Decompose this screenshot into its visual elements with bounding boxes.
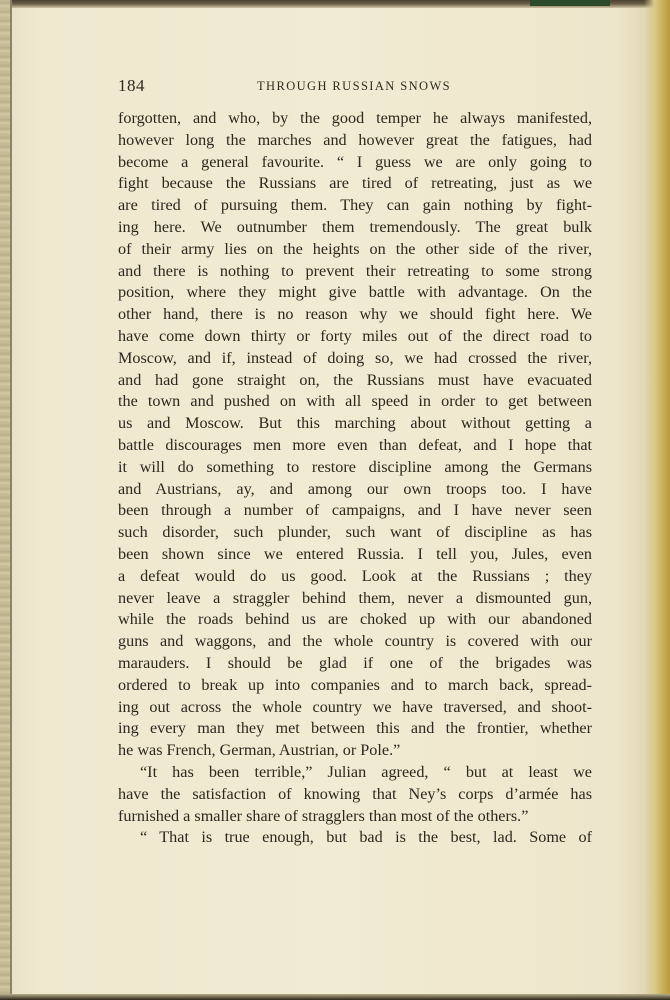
text-line: us and Moscow. But this marching about without getting a bbox=[118, 414, 592, 433]
text-line: ing every man they met between this and the frontier, whether bbox=[118, 719, 592, 738]
text-line: ing here. We outnumber them tremendously. The great bulk bbox=[118, 217, 592, 236]
text-line: Moscow, and if, instead of doing so, we had crossed the river, bbox=[118, 348, 592, 367]
text-line: marauders. I should be glad if one of the brigades was bbox=[118, 653, 592, 672]
text-line: while the roads behind us are choked up with our abandoned bbox=[118, 610, 592, 629]
page-bottom-edge bbox=[0, 994, 670, 1000]
text-line: however long the marches and however great the fatigues, had bbox=[118, 130, 592, 149]
text-line: and Austrians, ay, and among our own troops too. I have bbox=[118, 479, 592, 498]
text-line: and there is nothing to prevent their retreating to some strong bbox=[118, 261, 592, 280]
text-line: never leave a straggler behind them, never a dismounted gun, bbox=[118, 588, 592, 607]
text-line: it will do something to restore discipline among the Germans bbox=[118, 457, 592, 476]
page-number: 184 bbox=[118, 76, 145, 95]
binding-edge bbox=[0, 0, 12, 1000]
text-line: other hand, there is no reason why we should fight here. We bbox=[118, 305, 592, 324]
text-line: battle discourages men more even than defeat, and I hope that bbox=[118, 435, 592, 454]
body-text bbox=[118, 108, 592, 849]
text-line: of their army lies on the heights on the other side of the river, bbox=[118, 239, 592, 258]
text-line: “ That is true enough, but bad is the best, lad. Some of bbox=[140, 828, 592, 847]
text-line: been through a number of campaigns, and I have never seen bbox=[118, 501, 592, 520]
text-line: the town and pushed on with all speed in order to get between bbox=[118, 392, 592, 411]
aged-page-edge bbox=[644, 0, 670, 1000]
text-line: have come down thirty or forty miles out of the direct road to bbox=[118, 326, 592, 345]
text-line: fight because the Russians are tired of retreating, just as we bbox=[118, 174, 592, 193]
text-line: such disorder, such plunder, such want of discipline as has bbox=[118, 523, 592, 542]
text-line: been shown since we entered Russia. I tell you, Jules, even bbox=[118, 544, 592, 563]
text-line: forgotten, and who, by the good temper he always manifested, bbox=[118, 109, 592, 127]
running-title: THROUGH RUSSIAN SNOWS bbox=[257, 79, 451, 93]
text-line: a defeat would do us good. Look at the Russians ; they bbox=[118, 566, 592, 585]
text-line: are tired of pursuing them. They can gain nothing by fight- bbox=[118, 196, 592, 215]
text-line: he was French, German, Austrian, or Pole.” bbox=[118, 741, 401, 760]
text-line: ing out across the whole country we have traversed, and shoot- bbox=[118, 697, 592, 716]
text-line: and had gone straight on, the Russians must have evacuated bbox=[118, 370, 592, 389]
text-line: furnished a smaller share of stragglers than most of the others.” bbox=[118, 806, 529, 825]
page-top-edge bbox=[0, 0, 670, 8]
text-line: “It has been terrible,” Julian agreed, “ but at least we bbox=[140, 762, 592, 781]
text-line: guns and waggons, and the whole country is covered with our bbox=[118, 632, 592, 651]
text-line: have the satisfaction of knowing that Ney’s corps d’armée has bbox=[118, 784, 592, 803]
running-head bbox=[118, 76, 592, 96]
text-line: position, where they might give battle with advantage. On the bbox=[118, 283, 592, 302]
text-line: ordered to break up into companies and to march back, spread- bbox=[118, 675, 592, 694]
text-line: become a general favourite. “ I guess we are only going to bbox=[118, 152, 592, 171]
